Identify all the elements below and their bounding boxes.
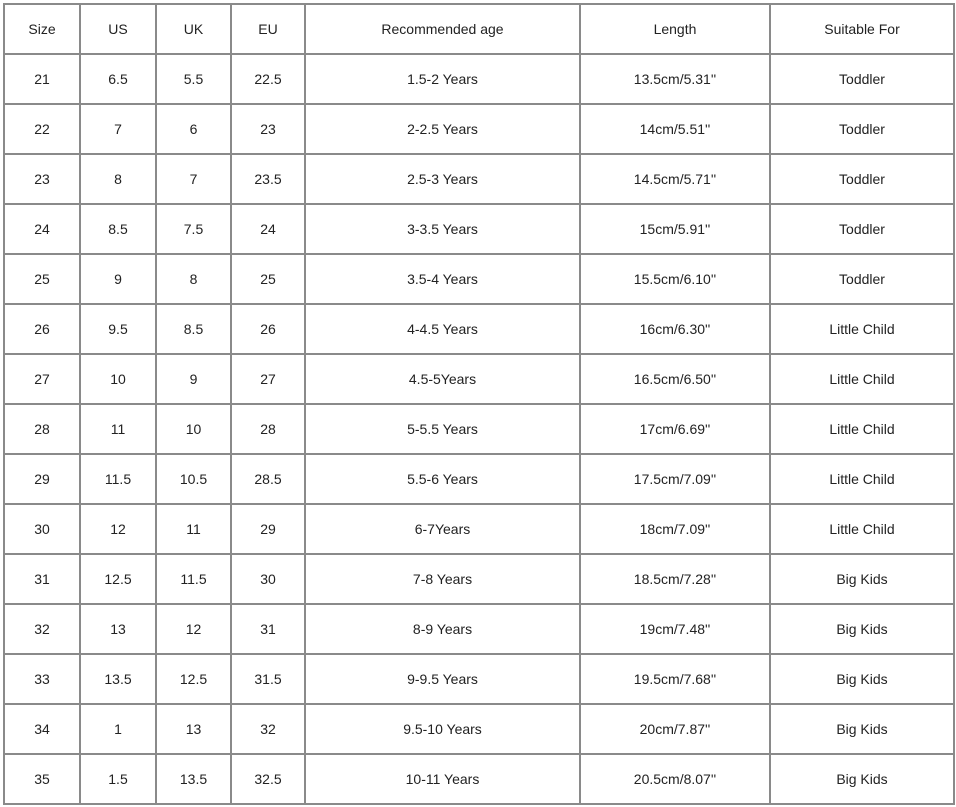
cell-size: 23 (4, 154, 80, 204)
cell-uk: 9 (156, 354, 231, 404)
cell-recommended-age: 4-4.5 Years (305, 304, 580, 354)
cell-recommended-age: 3-3.5 Years (305, 204, 580, 254)
cell-eu: 29 (231, 504, 305, 554)
cell-length: 15cm/5.91'' (580, 204, 770, 254)
cell-length: 14.5cm/5.71'' (580, 154, 770, 204)
cell-suitable-for: Big Kids (770, 754, 954, 804)
cell-suitable-for: Little Child (770, 304, 954, 354)
cell-eu: 28.5 (231, 454, 305, 504)
cell-us: 1.5 (80, 754, 156, 804)
cell-size: 30 (4, 504, 80, 554)
cell-recommended-age: 9-9.5 Years (305, 654, 580, 704)
cell-eu: 31 (231, 604, 305, 654)
cell-length: 16cm/6.30'' (580, 304, 770, 354)
cell-suitable-for: Big Kids (770, 554, 954, 604)
cell-size: 27 (4, 354, 80, 404)
cell-us: 1 (80, 704, 156, 754)
cell-suitable-for: Toddler (770, 254, 954, 304)
table-row (4, 54, 954, 104)
size-chart-table (3, 3, 955, 805)
cell-uk: 7.5 (156, 204, 231, 254)
cell-us: 11 (80, 404, 156, 454)
header-us: US (80, 4, 156, 54)
cell-eu: 22.5 (231, 54, 305, 104)
cell-uk: 10 (156, 404, 231, 454)
cell-recommended-age: 2-2.5 Years (305, 104, 580, 154)
cell-us: 7 (80, 104, 156, 154)
table-row (4, 204, 954, 254)
cell-us: 13.5 (80, 654, 156, 704)
cell-length: 17.5cm/7.09'' (580, 454, 770, 504)
table-row (4, 604, 954, 654)
cell-us: 12.5 (80, 554, 156, 604)
cell-length: 16.5cm/6.50'' (580, 354, 770, 404)
cell-us: 6.5 (80, 54, 156, 104)
header-row (4, 4, 954, 54)
cell-size: 21 (4, 54, 80, 104)
cell-suitable-for: Big Kids (770, 704, 954, 754)
table-row (4, 754, 954, 804)
header-recommended-age: Recommended age (305, 4, 580, 54)
cell-length: 14cm/5.51'' (580, 104, 770, 154)
cell-length: 20cm/7.87'' (580, 704, 770, 754)
cell-suitable-for: Toddler (770, 204, 954, 254)
table-row (4, 354, 954, 404)
table-row (4, 454, 954, 504)
table-row (4, 654, 954, 704)
table-row (4, 504, 954, 554)
header-length: Length (580, 4, 770, 54)
cell-uk: 13.5 (156, 754, 231, 804)
cell-uk: 12 (156, 604, 231, 654)
cell-size: 26 (4, 304, 80, 354)
cell-suitable-for: Toddler (770, 54, 954, 104)
cell-length: 13.5cm/5.31'' (580, 54, 770, 104)
cell-suitable-for: Little Child (770, 454, 954, 504)
cell-size: 32 (4, 604, 80, 654)
cell-eu: 27 (231, 354, 305, 404)
cell-eu: 28 (231, 404, 305, 454)
cell-suitable-for: Big Kids (770, 604, 954, 654)
cell-length: 18cm/7.09'' (580, 504, 770, 554)
cell-size: 28 (4, 404, 80, 454)
table-row (4, 304, 954, 354)
cell-us: 8.5 (80, 204, 156, 254)
cell-uk: 10.5 (156, 454, 231, 504)
cell-us: 12 (80, 504, 156, 554)
cell-size: 29 (4, 454, 80, 504)
cell-recommended-age: 1.5-2 Years (305, 54, 580, 104)
header-suitable-for: Suitable For (770, 4, 954, 54)
cell-length: 19cm/7.48'' (580, 604, 770, 654)
cell-size: 25 (4, 254, 80, 304)
cell-recommended-age: 9.5-10 Years (305, 704, 580, 754)
header-size: Size (4, 4, 80, 54)
cell-eu: 25 (231, 254, 305, 304)
cell-us: 11.5 (80, 454, 156, 504)
cell-uk: 8 (156, 254, 231, 304)
cell-us: 10 (80, 354, 156, 404)
cell-uk: 5.5 (156, 54, 231, 104)
cell-uk: 13 (156, 704, 231, 754)
header-uk: UK (156, 4, 231, 54)
cell-recommended-age: 7-8 Years (305, 554, 580, 604)
cell-size: 31 (4, 554, 80, 604)
cell-recommended-age: 2.5-3 Years (305, 154, 580, 204)
table-row (4, 154, 954, 204)
cell-recommended-age: 6-7Years (305, 504, 580, 554)
cell-recommended-age: 8-9 Years (305, 604, 580, 654)
cell-eu: 26 (231, 304, 305, 354)
cell-recommended-age: 10-11 Years (305, 754, 580, 804)
cell-eu: 23.5 (231, 154, 305, 204)
cell-suitable-for: Toddler (770, 104, 954, 154)
cell-size: 35 (4, 754, 80, 804)
cell-eu: 31.5 (231, 654, 305, 704)
table-row (4, 254, 954, 304)
cell-size: 33 (4, 654, 80, 704)
cell-us: 9.5 (80, 304, 156, 354)
cell-uk: 12.5 (156, 654, 231, 704)
table-row (4, 704, 954, 754)
size-chart-body (4, 54, 954, 804)
cell-recommended-age: 5.5-6 Years (305, 454, 580, 504)
cell-us: 8 (80, 154, 156, 204)
cell-size: 22 (4, 104, 80, 154)
cell-suitable-for: Toddler (770, 154, 954, 204)
cell-suitable-for: Little Child (770, 404, 954, 454)
cell-size: 34 (4, 704, 80, 754)
cell-eu: 30 (231, 554, 305, 604)
cell-length: 18.5cm/7.28'' (580, 554, 770, 604)
header-eu: EU (231, 4, 305, 54)
cell-uk: 6 (156, 104, 231, 154)
cell-us: 9 (80, 254, 156, 304)
table-row (4, 104, 954, 154)
cell-uk: 11 (156, 504, 231, 554)
cell-recommended-age: 4.5-5Years (305, 354, 580, 404)
cell-eu: 32.5 (231, 754, 305, 804)
cell-length: 17cm/6.69'' (580, 404, 770, 454)
cell-eu: 32 (231, 704, 305, 754)
cell-uk: 7 (156, 154, 231, 204)
cell-eu: 24 (231, 204, 305, 254)
cell-recommended-age: 3.5-4 Years (305, 254, 580, 304)
cell-suitable-for: Big Kids (770, 654, 954, 704)
cell-length: 20.5cm/8.07'' (580, 754, 770, 804)
cell-length: 15.5cm/6.10'' (580, 254, 770, 304)
table-row (4, 404, 954, 454)
cell-us: 13 (80, 604, 156, 654)
cell-uk: 11.5 (156, 554, 231, 604)
cell-uk: 8.5 (156, 304, 231, 354)
cell-recommended-age: 5-5.5 Years (305, 404, 580, 454)
table-row (4, 554, 954, 604)
cell-suitable-for: Little Child (770, 354, 954, 404)
cell-eu: 23 (231, 104, 305, 154)
size-chart-container (3, 3, 953, 804)
cell-size: 24 (4, 204, 80, 254)
cell-length: 19.5cm/7.68'' (580, 654, 770, 704)
cell-suitable-for: Little Child (770, 504, 954, 554)
